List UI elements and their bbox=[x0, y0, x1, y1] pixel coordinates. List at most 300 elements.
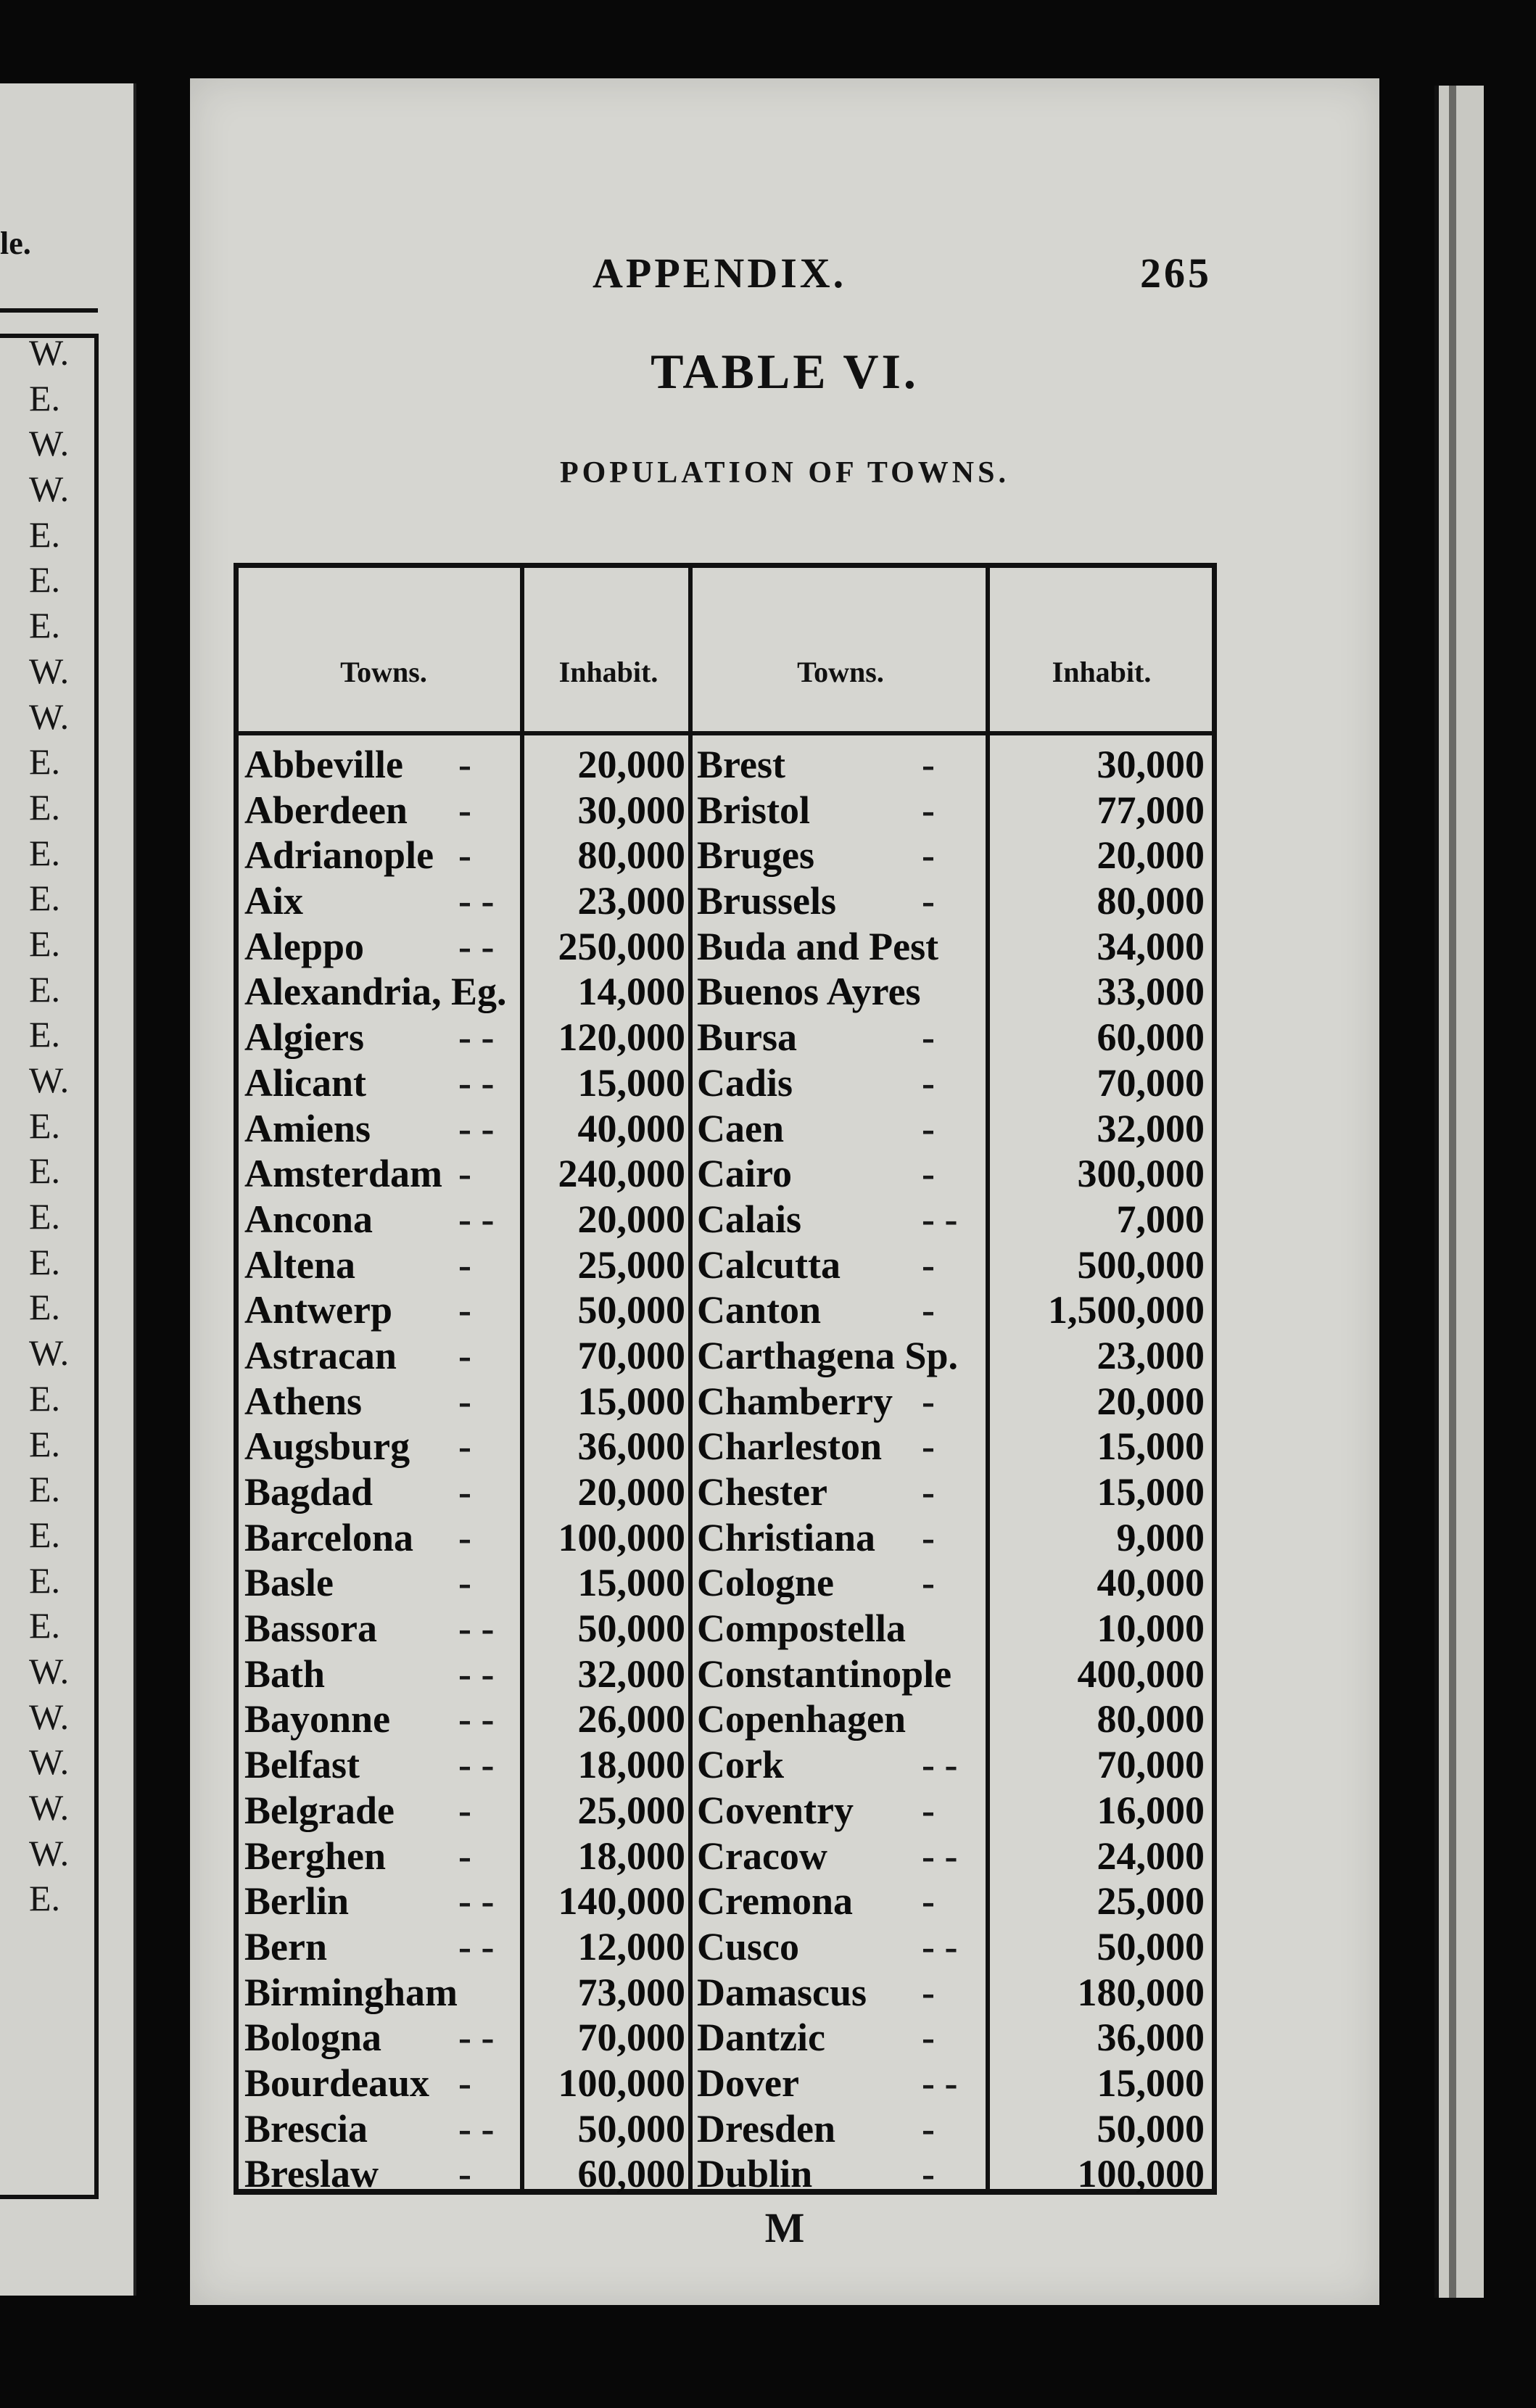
town-name-text: Breslaw bbox=[244, 2152, 379, 2196]
town-name-text: Berghen bbox=[244, 1834, 386, 1878]
inhabitant-count bbox=[524, 1151, 685, 1197]
town-name bbox=[244, 788, 520, 833]
town-name-text: Buenos Ayres bbox=[697, 970, 921, 1014]
direction-letter bbox=[29, 1194, 69, 1240]
inhabitant-count bbox=[990, 1652, 1205, 1697]
town-name-text: Adrianople bbox=[244, 833, 434, 878]
inhabitant-count-text: 25,000 bbox=[577, 1788, 685, 1832]
inhabitant-count-text: 100,000 bbox=[558, 2061, 685, 2105]
town-name bbox=[244, 1879, 520, 1924]
leader-dash: - - bbox=[458, 1652, 495, 1696]
leader-dash: - bbox=[458, 2152, 471, 2196]
direction-letter bbox=[29, 1649, 69, 1694]
town-name bbox=[697, 1242, 983, 1288]
town-name bbox=[697, 1151, 983, 1197]
town-name bbox=[244, 1515, 520, 1561]
town-name-text: Calais bbox=[697, 1197, 802, 1241]
direction-letter-text: E. bbox=[29, 1605, 61, 1646]
inhabitant-count bbox=[990, 1788, 1205, 1834]
town-name-text: Carthagena Sp. bbox=[697, 1333, 959, 1377]
leader-dash: - bbox=[922, 1106, 935, 1150]
town-name-text: Belgrade bbox=[244, 1788, 395, 1832]
town-name bbox=[244, 1742, 520, 1788]
leader-dash: - bbox=[922, 1242, 935, 1287]
inhabitant-count bbox=[990, 1469, 1205, 1515]
town-name-text: Amsterdam bbox=[244, 1152, 442, 1196]
town-name bbox=[697, 1015, 983, 1060]
direction-letter-text: W. bbox=[29, 1650, 70, 1691]
inhabitant-count bbox=[990, 742, 1205, 788]
direction-letter-text: E. bbox=[29, 559, 61, 601]
town-name-text: Christiana bbox=[697, 1515, 876, 1559]
town-name-text: Aix bbox=[244, 879, 303, 923]
town-name-text: Brest bbox=[697, 743, 785, 786]
town-name-text: Algiers bbox=[244, 1015, 364, 1060]
inhabitant-count-text: 100,000 bbox=[1077, 2152, 1205, 2196]
town-name-text: Calcutta bbox=[697, 1242, 841, 1287]
leader-dash: - bbox=[922, 1060, 935, 1105]
town-name bbox=[244, 924, 520, 970]
inhabitant-count-text: 50,000 bbox=[577, 1607, 685, 1651]
inhabitant-count bbox=[990, 1879, 1205, 1924]
leader-dash: - - bbox=[458, 1879, 495, 1923]
direction-letter-text: E. bbox=[29, 605, 61, 646]
leader-dash: - bbox=[458, 1788, 471, 1832]
direction-letter bbox=[29, 512, 69, 558]
inhabitant-count bbox=[524, 2151, 685, 2197]
town-name-text: Alicant bbox=[244, 1060, 366, 1105]
leader-dash: - bbox=[922, 788, 935, 832]
inhabitant-count bbox=[990, 1924, 1205, 1970]
direction-letter bbox=[29, 557, 69, 603]
leader-dash: - - bbox=[458, 1607, 495, 1651]
town-name-text: Barcelona bbox=[244, 1515, 413, 1559]
book-edge-right bbox=[1434, 86, 1484, 2298]
inhabitant-count bbox=[990, 1333, 1205, 1379]
town-name bbox=[244, 1287, 520, 1333]
inhabitant-count-text: 12,000 bbox=[577, 1924, 685, 1968]
inhabitant-count bbox=[524, 833, 685, 878]
inhabitant-count-text: 24,000 bbox=[1097, 1834, 1205, 1878]
direction-letter-text: E. bbox=[29, 1878, 61, 1919]
inhabitant-count-text: 23,000 bbox=[577, 879, 685, 923]
town-name-text: Bayonne bbox=[244, 1697, 391, 1741]
town-name-text: Antwerp bbox=[244, 1288, 392, 1332]
inhabitant-count bbox=[524, 1924, 685, 1970]
inhabitant-count-text: 100,000 bbox=[558, 1515, 685, 1559]
town-name bbox=[697, 969, 983, 1015]
inhabitant-count-text: 40,000 bbox=[577, 1106, 685, 1150]
inhabitant-count bbox=[524, 1970, 685, 2016]
inhabitant-count-text: 10,000 bbox=[1097, 1607, 1205, 1651]
inhabitant-count-text: 15,000 bbox=[577, 1561, 685, 1605]
town-name bbox=[697, 878, 983, 924]
leader-dash: - - bbox=[458, 2106, 495, 2151]
town-name-text: Chamberry bbox=[697, 1379, 893, 1423]
town-name-text: Altena bbox=[244, 1242, 355, 1287]
leader-dash: - - bbox=[922, 1197, 958, 1241]
inhabitant-count-text: 16,000 bbox=[1097, 1788, 1205, 1832]
town-name bbox=[244, 1151, 520, 1197]
town-name bbox=[244, 1788, 520, 1834]
leader-dash: - bbox=[458, 833, 471, 878]
inhabitant-count bbox=[524, 1652, 685, 1697]
direction-letter-text: E. bbox=[29, 1559, 61, 1601]
direction-letter-text: E. bbox=[29, 878, 61, 919]
inhabitant-count-text: 30,000 bbox=[1097, 743, 1205, 786]
direction-letter bbox=[29, 1694, 69, 1740]
town-name bbox=[244, 1924, 520, 1970]
leader-dash: - bbox=[922, 1470, 935, 1514]
inhabitant-count bbox=[990, 1287, 1205, 1333]
inhabitant-count bbox=[990, 1424, 1205, 1469]
town-name-text: Amiens bbox=[244, 1106, 371, 1150]
direction-letter bbox=[29, 376, 69, 421]
right-inhabit-column bbox=[990, 742, 1205, 2197]
inhabitant-count-text: 77,000 bbox=[1097, 788, 1205, 832]
inhabitant-count bbox=[990, 1242, 1205, 1288]
town-name bbox=[244, 1333, 520, 1379]
leader-dash: - bbox=[458, 788, 471, 832]
right-towns-column bbox=[697, 742, 983, 2197]
direction-letter bbox=[29, 1512, 69, 1558]
leader-dash: - bbox=[922, 1152, 935, 1196]
inhabitant-count bbox=[990, 1970, 1205, 2016]
town-name-text: Aberdeen bbox=[244, 788, 408, 832]
leader-dash: - bbox=[922, 1015, 935, 1060]
leader-dash: - bbox=[922, 1561, 935, 1605]
direction-letter-text: E. bbox=[29, 741, 61, 783]
inhabitant-count-text: 50,000 bbox=[1097, 1924, 1205, 1968]
inhabitant-count-text: 9,000 bbox=[1116, 1515, 1205, 1559]
inhabitant-count-text: 80,000 bbox=[1097, 1697, 1205, 1741]
town-name bbox=[697, 1742, 983, 1788]
inhabitant-count-text: 80,000 bbox=[1097, 879, 1205, 923]
town-name bbox=[697, 1834, 983, 1879]
leader-dash: - bbox=[922, 1379, 935, 1423]
inhabitant-count-text: 250,000 bbox=[558, 924, 685, 968]
leader-dash: - bbox=[458, 1333, 471, 1377]
direction-letter bbox=[29, 1376, 69, 1422]
town-name-text: Compostella bbox=[697, 1607, 906, 1651]
direction-letter-text: W. bbox=[29, 1332, 70, 1374]
direction-letter-text: E. bbox=[29, 377, 61, 418]
direction-letter-text: W. bbox=[29, 696, 70, 737]
town-name bbox=[244, 878, 520, 924]
direction-letter bbox=[29, 830, 69, 876]
town-name-text: Dantzic bbox=[697, 2016, 825, 2060]
inhabitant-count-text: 50,000 bbox=[1097, 2106, 1205, 2151]
inhabitant-count bbox=[990, 924, 1205, 970]
header-rule bbox=[239, 731, 1212, 735]
direction-letter bbox=[29, 1739, 69, 1785]
direction-letter bbox=[29, 1785, 69, 1831]
inhabitant-count-text: 18,000 bbox=[577, 1834, 685, 1878]
town-name-text: Augsburg bbox=[244, 1424, 410, 1469]
inhabitant-count-text: 400,000 bbox=[1077, 1652, 1205, 1696]
town-name-text: Damascus bbox=[697, 1970, 867, 2014]
direction-letter bbox=[29, 1603, 69, 1649]
direction-letter-text: E. bbox=[29, 514, 61, 555]
inhabitant-count-text: 1,500,000 bbox=[1048, 1288, 1205, 1332]
inhabitant-count-text: 23,000 bbox=[1097, 1333, 1205, 1377]
town-name bbox=[697, 788, 983, 833]
population-table bbox=[234, 563, 1217, 2195]
leader-dash: - bbox=[458, 1515, 471, 1559]
inhabitant-count-text: 70,000 bbox=[577, 2016, 685, 2060]
town-name bbox=[244, 1560, 520, 1606]
town-name bbox=[244, 969, 520, 1015]
inhabitant-count bbox=[524, 2106, 685, 2152]
inhabitant-count bbox=[990, 1015, 1205, 1060]
inhabitant-count-text: 14,000 bbox=[577, 970, 685, 1014]
inhabitant-count-text: 36,000 bbox=[577, 1424, 685, 1469]
town-name bbox=[697, 2106, 983, 2152]
inhabitant-count-text: 30,000 bbox=[577, 788, 685, 832]
header-towns-right: Towns. bbox=[797, 656, 884, 688]
inhabitant-count-text: 15,000 bbox=[1097, 1424, 1205, 1469]
direction-letter bbox=[29, 1148, 69, 1194]
direction-letter bbox=[29, 1240, 69, 1285]
town-name-text: Dresden bbox=[697, 2106, 836, 2151]
inhabitant-count bbox=[990, 2106, 1205, 2152]
inhabitant-count-text: 60,000 bbox=[1097, 1015, 1205, 1060]
inhabitant-count bbox=[990, 1060, 1205, 1106]
town-name bbox=[697, 1696, 983, 1742]
inhabitant-count bbox=[990, 1834, 1205, 1879]
inhabitant-count bbox=[524, 1469, 685, 1515]
direction-letter-text: W. bbox=[29, 332, 70, 373]
signature-mark: M bbox=[764, 2204, 805, 2251]
direction-letter bbox=[29, 1876, 69, 1921]
inhabitant-count-text: 80,000 bbox=[577, 833, 685, 878]
town-name-text: Bern bbox=[244, 1924, 327, 1968]
town-name-text: Cracow bbox=[697, 1834, 827, 1878]
inhabitant-count-text: 25,000 bbox=[1097, 1879, 1205, 1923]
town-name-text: Constantinople bbox=[697, 1652, 952, 1696]
town-name-text: Bagdad bbox=[244, 1470, 373, 1514]
inhabitant-count bbox=[524, 1879, 685, 1924]
direction-letter-text: E. bbox=[29, 832, 61, 873]
town-name bbox=[244, 1015, 520, 1060]
direction-letter-text: E. bbox=[29, 1514, 61, 1555]
leader-dash: - bbox=[922, 833, 935, 878]
page-number: 265 bbox=[1140, 250, 1212, 297]
leader-dash: - - bbox=[458, 1743, 495, 1787]
facing-page-left bbox=[0, 83, 136, 2296]
direction-letter bbox=[29, 875, 69, 921]
town-name-text: Bourdeaux bbox=[244, 2061, 430, 2105]
inhabitant-count bbox=[990, 833, 1205, 878]
facing-page-rule bbox=[0, 308, 98, 313]
direction-letter bbox=[29, 921, 69, 967]
town-name bbox=[244, 1424, 520, 1469]
town-name bbox=[697, 2015, 983, 2061]
town-name bbox=[697, 924, 983, 970]
leader-dash: - - bbox=[458, 1197, 495, 1241]
direction-letter-text: E. bbox=[29, 1287, 61, 1328]
town-name bbox=[697, 1287, 983, 1333]
direction-letter bbox=[29, 785, 69, 830]
town-name bbox=[244, 2106, 520, 2152]
town-name-text: Abbeville bbox=[244, 743, 404, 786]
direction-letter bbox=[29, 1285, 69, 1330]
town-name-text: Bath bbox=[244, 1652, 326, 1696]
direction-letter bbox=[29, 1012, 69, 1057]
town-name-text: Copenhagen bbox=[697, 1697, 907, 1741]
inhabitant-count bbox=[990, 1560, 1205, 1606]
inhabitant-count bbox=[990, 878, 1205, 924]
town-name-text: Cadis bbox=[697, 1060, 793, 1105]
inhabitant-count bbox=[990, 1106, 1205, 1152]
town-name bbox=[244, 1060, 520, 1106]
inhabitant-count-text: 36,000 bbox=[1097, 2016, 1205, 2060]
inhabitant-count-text: 60,000 bbox=[577, 2152, 685, 2196]
inhabitant-count bbox=[990, 1696, 1205, 1742]
leader-dash: - - bbox=[458, 1924, 495, 1968]
direction-letter-text: E. bbox=[29, 968, 61, 1010]
inhabitant-count-text: 20,000 bbox=[1097, 833, 1205, 878]
town-name bbox=[244, 1606, 520, 1652]
town-name-text: Cremona bbox=[697, 1879, 853, 1923]
leader-dash: - bbox=[922, 1788, 935, 1832]
inhabitant-count bbox=[524, 2015, 685, 2061]
town-name-text: Alexandria, Eg. bbox=[244, 970, 507, 1014]
leader-dash: - bbox=[458, 1242, 471, 1287]
direction-letter-text: W. bbox=[29, 1060, 70, 1100]
facing-page-heading: le. bbox=[0, 226, 31, 261]
inhabitant-count bbox=[990, 1606, 1205, 1652]
leader-dash: - - bbox=[458, 2016, 495, 2060]
town-name-text: Dover bbox=[697, 2061, 799, 2105]
inhabitant-count bbox=[524, 742, 685, 788]
inhabitant-count-text: 32,000 bbox=[1097, 1106, 1205, 1150]
direction-letter bbox=[29, 1467, 69, 1512]
book-page bbox=[190, 78, 1379, 2305]
header-inhabit-right: Inhabit. bbox=[1052, 656, 1152, 688]
inhabitant-count-text: 70,000 bbox=[1097, 1060, 1205, 1105]
inhabitant-count-text: 26,000 bbox=[577, 1697, 685, 1741]
header-towns-left: Towns. bbox=[340, 656, 427, 688]
town-name-text: Caen bbox=[697, 1106, 784, 1150]
direction-letter-text: E. bbox=[29, 1150, 61, 1192]
inhabitant-count-text: 15,000 bbox=[1097, 1470, 1205, 1514]
direction-letter bbox=[29, 648, 69, 694]
town-name bbox=[697, 1515, 983, 1561]
direction-letter-text: W. bbox=[29, 1741, 70, 1783]
inhabitant-count bbox=[524, 1834, 685, 1879]
leader-dash: - - bbox=[922, 2061, 958, 2105]
town-name-text: Birmingham bbox=[244, 1970, 458, 2014]
facing-page-direction-column bbox=[29, 330, 69, 1921]
direction-letter-text: E. bbox=[29, 1469, 61, 1510]
town-name-text: Brussels bbox=[697, 879, 837, 923]
town-name bbox=[244, 2061, 520, 2106]
inhabitant-count bbox=[990, 1515, 1205, 1561]
header-inhabit-left: Inhabit. bbox=[558, 656, 658, 688]
town-name-text: Cork bbox=[697, 1743, 784, 1787]
table-subtitle: POPULATION OF TOWNS. bbox=[559, 456, 1010, 490]
town-name-text: Basle bbox=[244, 1561, 334, 1605]
town-name-text: Brescia bbox=[244, 2106, 368, 2151]
inhabitant-count-text: 40,000 bbox=[1097, 1561, 1205, 1605]
town-name bbox=[244, 833, 520, 878]
inhabitant-count-text: 300,000 bbox=[1077, 1152, 1205, 1196]
town-name bbox=[244, 1469, 520, 1515]
town-name-text: Bruges bbox=[697, 833, 814, 878]
inhabitant-count bbox=[990, 1151, 1205, 1197]
inhabitant-count-text: 73,000 bbox=[577, 1970, 685, 2014]
leader-dash: - - bbox=[458, 1106, 495, 1150]
leader-dash: - bbox=[458, 1561, 471, 1605]
inhabitant-count-text: 50,000 bbox=[577, 1288, 685, 1332]
leader-dash: - - bbox=[922, 1834, 958, 1878]
inhabitant-count bbox=[990, 969, 1205, 1015]
town-name bbox=[697, 1924, 983, 1970]
direction-letter-text: E. bbox=[29, 923, 61, 964]
direction-letter-text: W. bbox=[29, 1832, 70, 1873]
inhabitant-count bbox=[524, 2061, 685, 2106]
direction-letter-text: W. bbox=[29, 1787, 70, 1828]
left-towns-column bbox=[244, 742, 520, 2197]
town-name-text: Cairo bbox=[697, 1152, 792, 1196]
inhabitant-count bbox=[524, 1015, 685, 1060]
inhabitant-count-text: 34,000 bbox=[1097, 924, 1205, 968]
inhabitant-count bbox=[524, 1197, 685, 1242]
direction-letter-text: E. bbox=[29, 1014, 61, 1055]
town-name bbox=[697, 1424, 983, 1469]
direction-letter-text: E. bbox=[29, 1196, 61, 1237]
leader-dash: - bbox=[458, 1470, 471, 1514]
town-name bbox=[244, 1652, 520, 1697]
column-divider-center bbox=[688, 568, 693, 2189]
inhabitant-count bbox=[524, 1287, 685, 1333]
inhabitant-count bbox=[524, 1515, 685, 1561]
town-name bbox=[244, 1970, 520, 2016]
direction-letter bbox=[29, 466, 69, 512]
inhabitant-count bbox=[990, 2151, 1205, 2197]
leader-dash: - bbox=[458, 1424, 471, 1469]
leader-dash: - - bbox=[458, 1060, 495, 1105]
direction-letter bbox=[29, 694, 69, 740]
direction-letter bbox=[29, 1831, 69, 1876]
leader-dash: - bbox=[922, 1970, 935, 2014]
inhabitant-count bbox=[524, 1788, 685, 1834]
town-name bbox=[244, 1197, 520, 1242]
town-name bbox=[697, 1379, 983, 1424]
direction-letter bbox=[29, 1330, 69, 1376]
direction-letter-text: E. bbox=[29, 786, 61, 828]
town-name-text: Bologna bbox=[244, 2016, 382, 2060]
leader-dash: - bbox=[922, 1515, 935, 1559]
inhabitant-count-text: 20,000 bbox=[1097, 1379, 1205, 1423]
direction-letter bbox=[29, 1057, 69, 1103]
inhabitant-count bbox=[990, 1197, 1205, 1242]
inhabitant-count-text: 15,000 bbox=[577, 1060, 685, 1105]
inhabitant-count-text: 140,000 bbox=[558, 1879, 685, 1923]
direction-letter bbox=[29, 330, 69, 376]
direction-letter-text: E. bbox=[29, 1377, 61, 1419]
inhabitant-count-text: 180,000 bbox=[1077, 1970, 1205, 2014]
inhabitant-count bbox=[990, 788, 1205, 833]
inhabitant-count-text: 50,000 bbox=[577, 2106, 685, 2151]
inhabitant-count bbox=[990, 2061, 1205, 2106]
direction-letter-text: W. bbox=[29, 650, 70, 691]
inhabitant-count bbox=[524, 788, 685, 833]
direction-letter bbox=[29, 1422, 69, 1467]
inhabitant-count-text: 15,000 bbox=[1097, 2061, 1205, 2105]
inhabitant-count bbox=[524, 1742, 685, 1788]
